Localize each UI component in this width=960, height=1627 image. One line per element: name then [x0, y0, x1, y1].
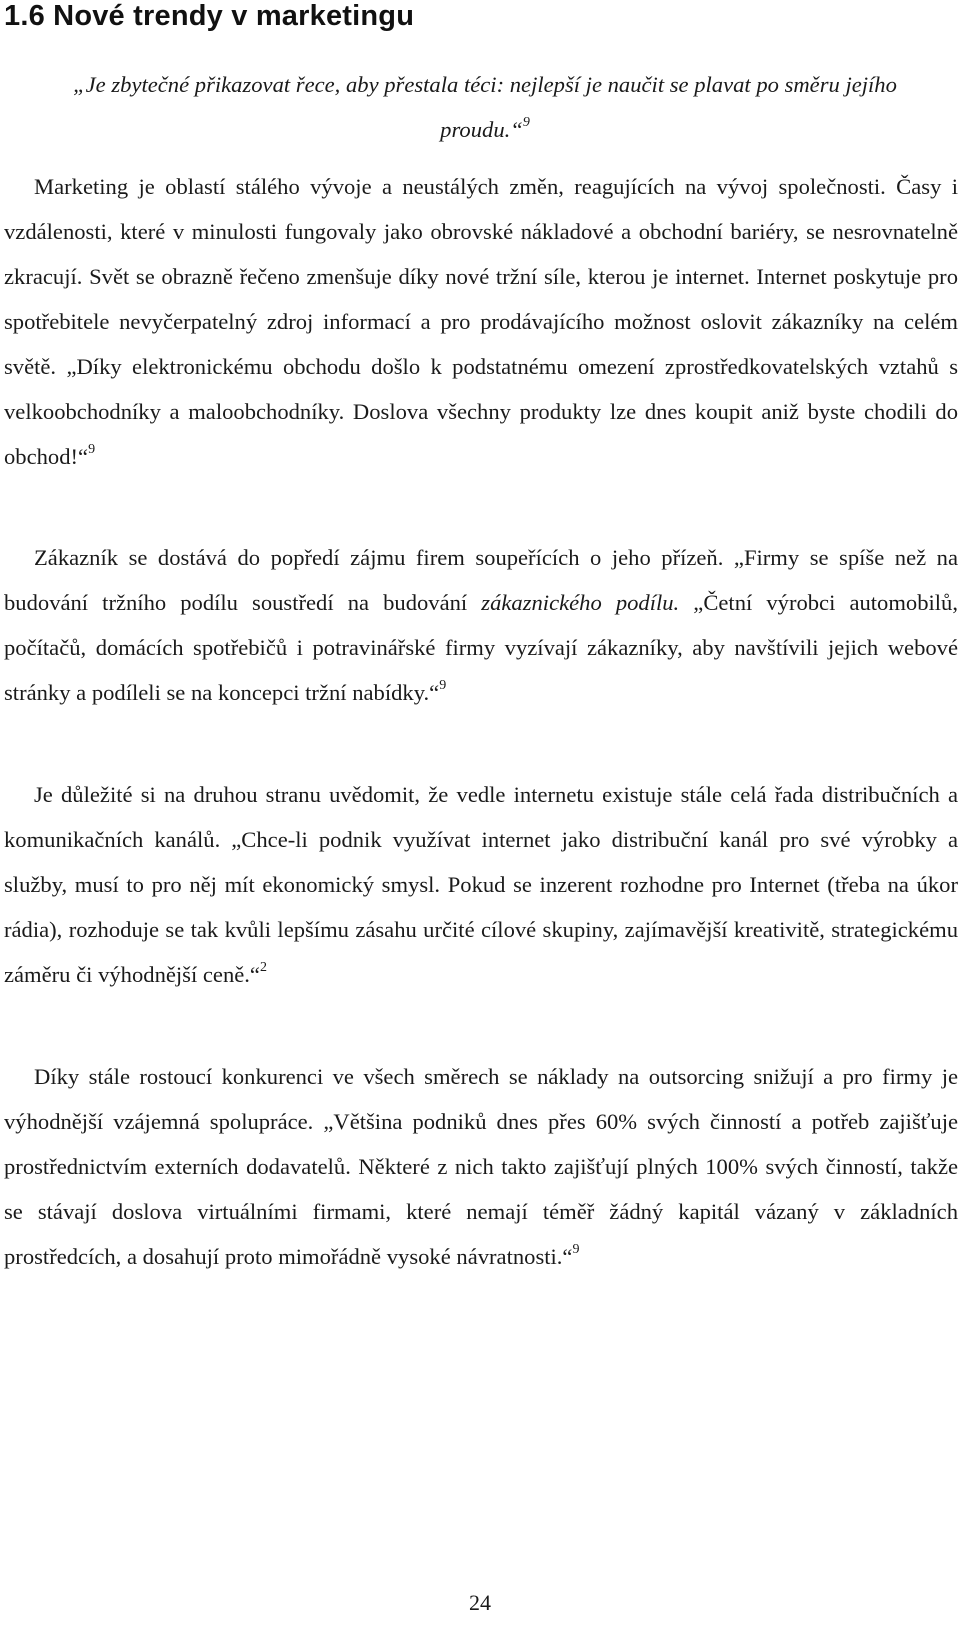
paragraph-text: Je důležité si na druhou stranu uvědomit, že vedle internetu existuje stále celá řada distribučních a komunikačních kanálů. „Chce-li podnik využívat internet jako distribuční kanál pro své výrobky a služby, musí to pro něj mít ekonomický smysl. Pokud se inzerent rozhodne pro Internet (třeba na úkor rádia), rozhoduje se tak kvůli lepšímu zásahu určité cílové skupiny, zajímavější kreativitě, strategickému záměru či výhodnější ceně.“: [4, 782, 958, 987]
page-number: 24: [469, 1590, 491, 1615]
motto-text: „Je zbytečné přikazovat řece, aby přestala téci: nejlepší je naučit se plavat po směru jejího proudu.“: [73, 72, 897, 142]
footnote-ref: 9: [572, 1242, 580, 1257]
footnote-ref: 9: [522, 115, 530, 130]
section-heading: 1.6 Nové trendy v marketingu: [4, 0, 415, 32]
paragraph-3: [4, 772, 958, 997]
footnote-ref: 2: [259, 960, 267, 975]
footnote-ref: 9: [88, 442, 96, 457]
paragraph-2: [4, 535, 958, 715]
emphasized-text: zákaznického podílu.: [481, 590, 680, 615]
paragraph-1: [4, 164, 958, 479]
paragraph-text: Marketing je oblastí stálého vývoje a neustálých změn, reagujících na vývoj společnosti. Časy i vzdálenosti, které v minulosti fungovaly jako obrovské nákladové a obchodní bariéry, se nesrovnatelně zkracují. Svět se obrazně řečeno zmenšuje díky nové tržní síle, kterou je internet. Internet poskytuje pro spotřebitele nevyčerpatelný zdroj informací a pro prodávajícího možnost oslovit zákazníky na celém světě. „Díky elektronickému obchodu došlo k podstatnému omezení zprostředkovatelských vztahů s velkoobchodníky a maloobchodníky. Doslova všechny produkty lze dnes koupit aniž byste chodili do obchod!“: [4, 174, 958, 469]
paragraph-text: „Četní výrobci automobilů, počítačů, domácích spotřebičů i potravinářské firmy vyzívají zákazníky, aby navštívili jejich webové stránky a podíleli se na koncepci tržní nabídky.“: [4, 590, 959, 705]
footnote-ref: 9: [439, 678, 447, 693]
paragraph-text: Díky stále rostoucí konkurenci ve všech směrech se náklady na outsorcing snižují a pro firmy je výhodnější vzájemná spolupráce. „Většina podniků dnes přes 60% svých činností a potřeb zajišťuje prostřednictvím externích dodavatelů. Některé z nich takto zajišťují plných 100% svých činností, takže se stávají doslova virtuálními firmami, které nemají téměř žádný kapitál vázaný v základních prostředcích, a dosahují proto mimořádně vysoké návratnosti.“: [4, 1064, 958, 1269]
paragraph-4: [4, 1054, 958, 1279]
paragraph-text: Zákazník se dostává do popředí zájmu firem soupeřících o jeho přízeň. „Firmy se spíše než na budování tržního podílu soustředí na budování: [4, 545, 958, 615]
motto-quote: [30, 62, 940, 152]
